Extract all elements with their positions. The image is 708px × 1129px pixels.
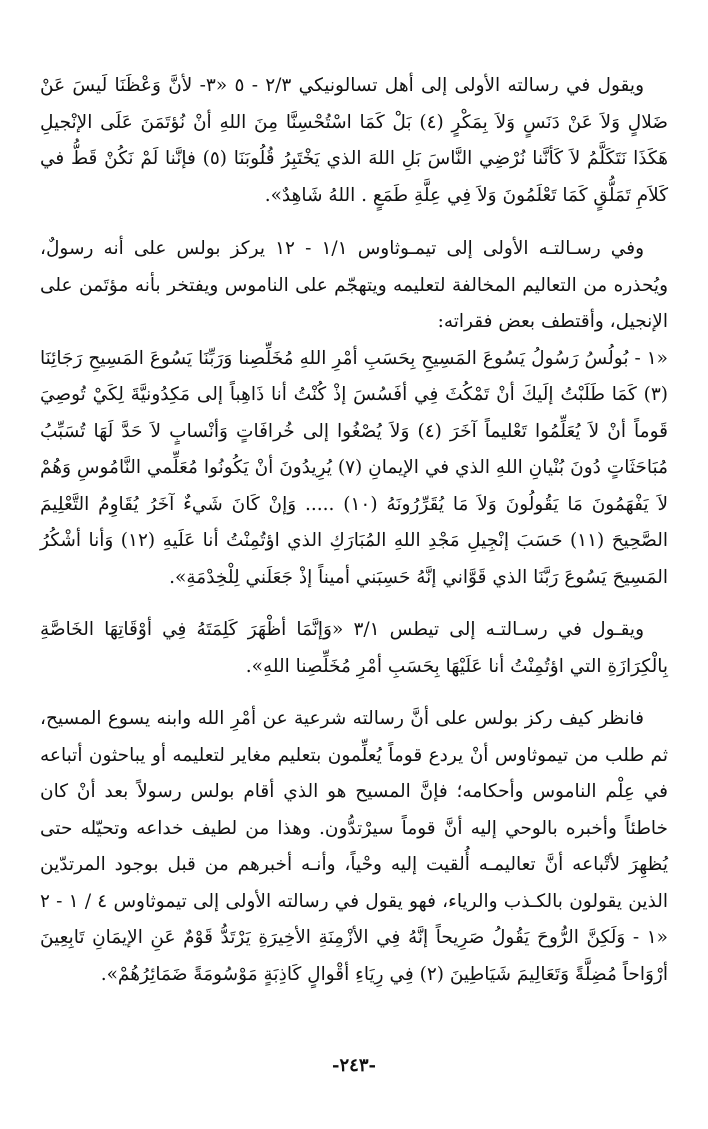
- paragraph-timothy-quote: «١ - بُولُسُ رَسُولُ يَسُوعَ المَسِيحِ بِحَسَبِ أمْرِ اللهِ مُخَلِّصِنا وَرَبِّنَا يَسُوعَ المَسِيحِ رَجَائِنَا (٣) كَمَا طَلَبْتُ إلَيكَ أنْ تَمْكُثَ فِي أفَسُسَ إذْ كُنْتُ أنا ذَاهِباً إلى مَكِدُونيَّةَ لِكَيْ تُوصِيَ قَوماً أنْ لاَ يُعَلِّمُوا تَعْليماً آخَرَ (٤) وَلاَ يُصْغُوا إلى خُرافَاتٍ وَأنْسابٍ لاَ حَدَّ لَهَا تُسَبِّبُ مُبَاحَثَاتٍ دُونَ بُنْيانِ اللهِ الذي في الإيمانِ (٧) يُرِيدُونَ أنْ يَكُونُوا مُعَلِّمي النَّامُوسِ وَهُمْ لاَ يَفْهَمُونَ مَا يَقُولُونَ وَلاَ مَا يُقَرِّرُونَهُ (١٠) ..... وَإنْ كَانَ شَيءٌ آخَرُ يُقَاوِمُ التَّعْلِيمَ الصَّحِيحَ (١١) حَسَبَ إنْجِيلِ مَجْدِ اللهِ المُبَارَكِ الذي اؤتُمِنْتُ أنا عَلَيهِ (١٢) وَأنا أشْكُرُ المَسِيحَ يَسُوعَ رَبَّنَا الذي قَوَّاني إنَّهُ حَسِبَني أميناً إذْ جَعَلَني لِلْخِدْمَةِ».: [40, 347, 668, 588]
- page-number: -٢٤٣-: [332, 1055, 376, 1076]
- paragraph-timothy-intro: وفي رسـالتـه الأولى إلى تيمـوثاوس ١/١ - ١٢ يركز بولس على أنه رسولٌ، ويُحذره من التعاليم المخالفة لتعليمه ويتهجّم على الناموس ويفتخر بأنه مؤتَمن على الإنجيل، وأقتطف بعض فقراته:: [40, 238, 668, 332]
- paragraph-titus: ويقـول في رسـالتـه إلى تيطس ٣/١ «وَإنَّمَا أظْهَرَ كَلِمَتَهُ فِي أوْقَاتِهَا الخَاصَّةِ بِالْكِرَازَةِ التي اؤتُمِنْتُ أنا عَلَيْهَا بِحَسَبِ أمْرِ مُخَلِّصِنا اللهِ».: [40, 619, 668, 677]
- paragraph-commentary: فانظر كيف ركز بولس على أنَّ رسالته شرعية عن أمْرِ الله وابنه يسوع المسيح، ثم طلب من تيموثاوس أنْ يردع قوماً يُعلِّمون بتعليم مغاير لتعليمه أو يباحثون أتباعه في عِلْم الناموس وأحكامه؛ فإنَّ المسيح هو الذي أقام بولس رسولاً بعد أنْ كان خاطئاً وأخبره بالوحي إليه أنَّ قوماً سيرْتدُّون. وهذا من لطيف خداعه وتحيّله حتى يُظهِرَ لأتْباعه أنَّ تعاليمـه أُلقيت إليه وحْياً، وأنـه أخبرهم من قبل بوجود المرتدّين الذين يقولون بالكـذب والرياء، فهو يقول في رسالته الأولى إلى تيموثاوس ٤ / ١ - ٢ «١ - وَلَكِنَّ الرُّوحَ يَقُولُ صَرِيحاً إنَّهُ فِي الأزْمِنَةِ الأخِيرَةِ يَرْتَدُّ قَوْمٌ عَنِ الإيمَانِ تَابِعِينَ أرْوَاحاً مُضِلَّةً وَتَعَالِيمَ شَيَاطِينَ (٢) فِي رِيَاءِ أقْوالٍ كَاذِبَةٍ مَوْسُومَةً ضَمَائِرُهُمْ».: [40, 708, 668, 985]
- paragraph-thessalonians: ويقول في رسالته الأولى إلى أهل تسالونيكي ٢/٣ - ٥ «٣- لأنَّ وَعْظَنَا لَيسَ عَنْ ضَلالٍ وَلاَ عَنْ دَنَسٍ وَلاَ بِمَكْرٍ (٤) بَلْ كَمَا اسْتُحْسِنَّا مِنَ اللهِ أنْ نُؤتَمَنَ عَلَى الإنْجيلِ هَكَذَا نَتَكَلَّمُ لاَ كَأنَّنا نُرْضِي النَّاسَ بَلِ اللهَ الذي يَخْتَبِرُ قُلُوبَنَا (٥) فإنَّنا لَمْ نَكُنْ قَطُّ في كَلاَمِ تَمَلُّقٍ كَمَا تَعْلَمُونَ وَلاَ فِي عِلَّةِ طَمَعٍ . اللهُ شَاهِدٌ».: [40, 75, 668, 206]
- page-text: [40, 68, 668, 993]
